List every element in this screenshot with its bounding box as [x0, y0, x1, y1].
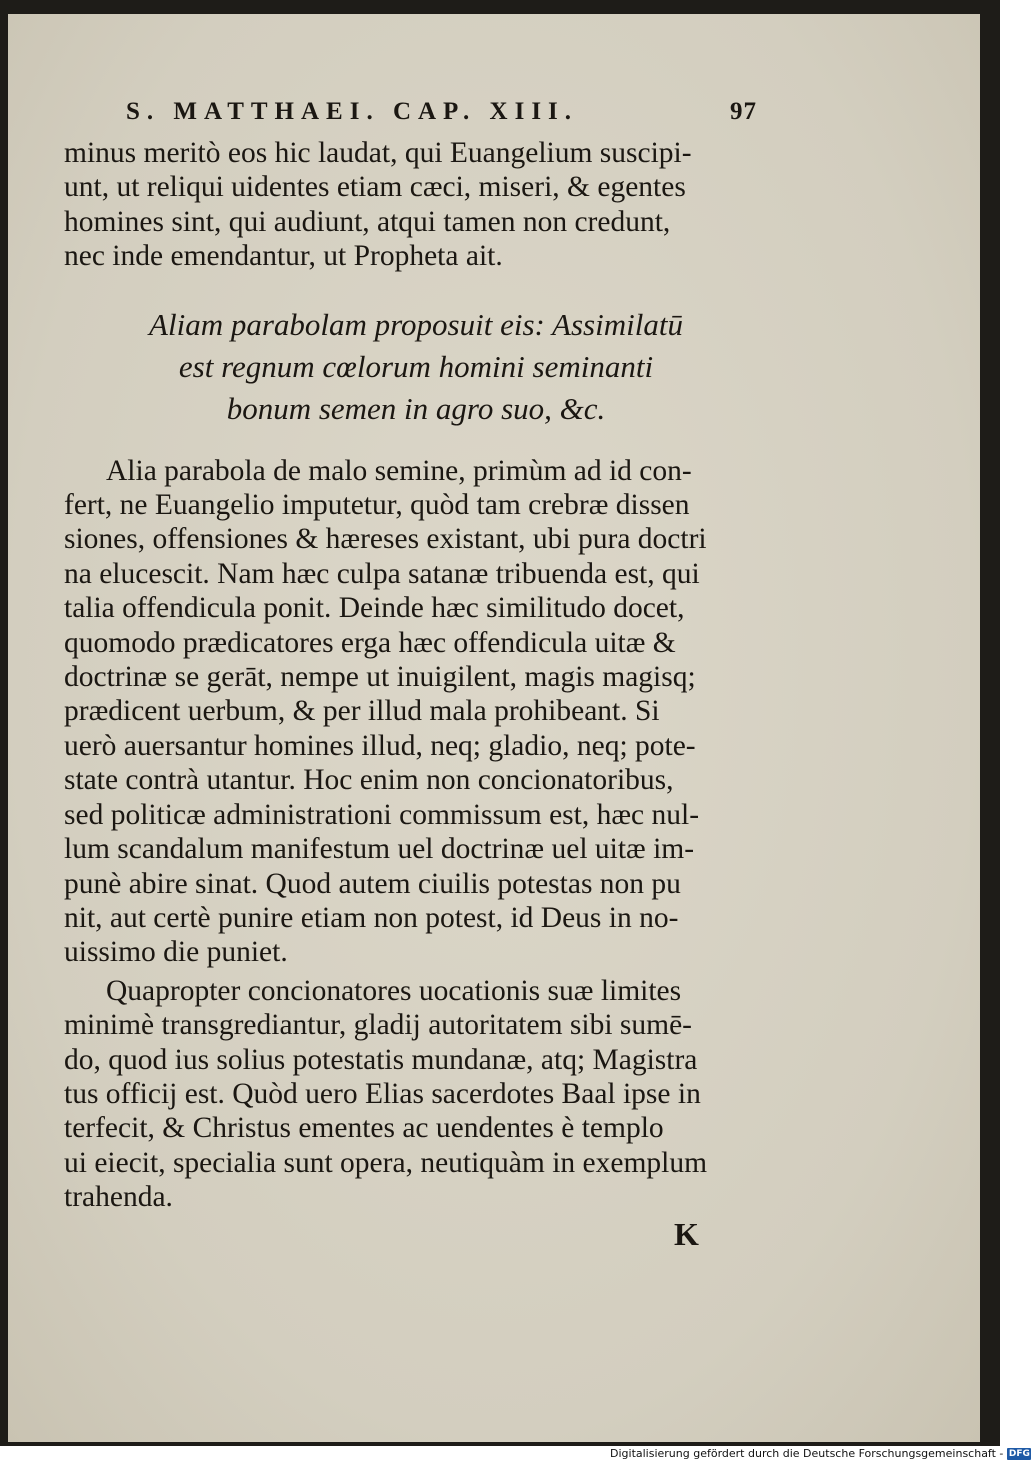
text-line: quomodo prædicatores erga hæc offendicula uitæ & [64, 626, 676, 659]
verse-line: est regnum cœlorum homini seminanti [178, 348, 654, 384]
signature-mark: K [674, 1216, 699, 1252]
main-paragraph [64, 454, 794, 970]
footer-credit: Digitalisierung gefördert durch die Deutsche Forschungsgemeinschaft - [610, 1447, 1004, 1460]
text-line: terfecit, & Christus ementes ac uendentes è templo [64, 1112, 664, 1145]
text-line: tus officij est. Quòd uero Elias sacerdotes Baal ipse in [64, 1077, 701, 1110]
running-head-title: S. MATTHAEI. CAP. XIII. [126, 98, 579, 125]
text-line: punè abire sinat. Quod autem ciuilis potestas non pu [64, 867, 681, 900]
text-line: homines sint, qui audiunt, atqui tamen non credunt, [64, 205, 671, 238]
digitization-footer [610, 1447, 1031, 1460]
text-line: fert, ne Euangelio imputetur, quòd tam crebræ dissen [64, 489, 690, 522]
text-line: talia offendicula ponit. Deinde hæc similitudo docet, [64, 592, 685, 625]
page-content [52, 92, 792, 1252]
book-page [8, 14, 980, 1442]
text-line: trahenda. [64, 1181, 173, 1214]
text-line: ui eiecit, specialia sunt opera, neutiquàm in exemplum [64, 1146, 708, 1179]
running-head [52, 92, 792, 136]
text-line: uissimo die puniet. [64, 936, 288, 969]
text-line: state contrà utantur. Hoc enim non concionatoribus, [64, 764, 674, 797]
text-line: minimè transgrediantur, gladij autoritatem sibi sumē- [64, 1009, 692, 1042]
dfg-logo-icon: DFG [1008, 1448, 1030, 1459]
text-line: Quapropter concionatores uocationis suæ limites [106, 974, 682, 1007]
text-line: siones, offensiones & hæreses existant, ubi pura doctri [64, 523, 707, 556]
page-number: 97 [730, 98, 757, 125]
text-line: nec inde emendantur, ut Propheta ait. [64, 240, 503, 273]
text-line: unt, ut reliqui uidentes etiam cæci, miseri, & egentes [64, 171, 686, 204]
text-line: lum scandalum manifestum uel doctrinæ uel uitæ im- [64, 833, 695, 866]
text-line: Alia parabola de malo semine, primùm ad id con- [106, 454, 692, 487]
text-line: uerò auersantur homines illud, neq; gladio, neq; pote- [64, 729, 696, 762]
scripture-verse [66, 304, 766, 430]
text-line: prædicent uerbum, & per illud mala prohibeant. Si [64, 695, 660, 728]
text-line: sed politicæ administrationi commissum est, hæc nul- [64, 798, 700, 831]
second-paragraph [64, 974, 794, 1215]
verse-line: Aliam parabolam proposuit eis: Assimilatū [149, 306, 683, 342]
text-line: doctrinæ se gerāt, nempe ut inuigilent, magis magisq; [64, 661, 696, 694]
lead-paragraph [64, 136, 794, 274]
text-line: do, quod ius solius potestatis mundanæ, atq; Magistra [64, 1043, 698, 1076]
text-line: na elucescit. Nam hæc culpa satanæ tribuenda est, qui [64, 557, 700, 590]
text-line: nit, aut certè punire etiam non potest, id Deus in no- [64, 901, 679, 934]
text-line: minus meritò eos hic laudat, qui Euangelium suscipi- [64, 137, 692, 169]
verse-line: bonum semen in agro suo, &c. [226, 390, 606, 426]
